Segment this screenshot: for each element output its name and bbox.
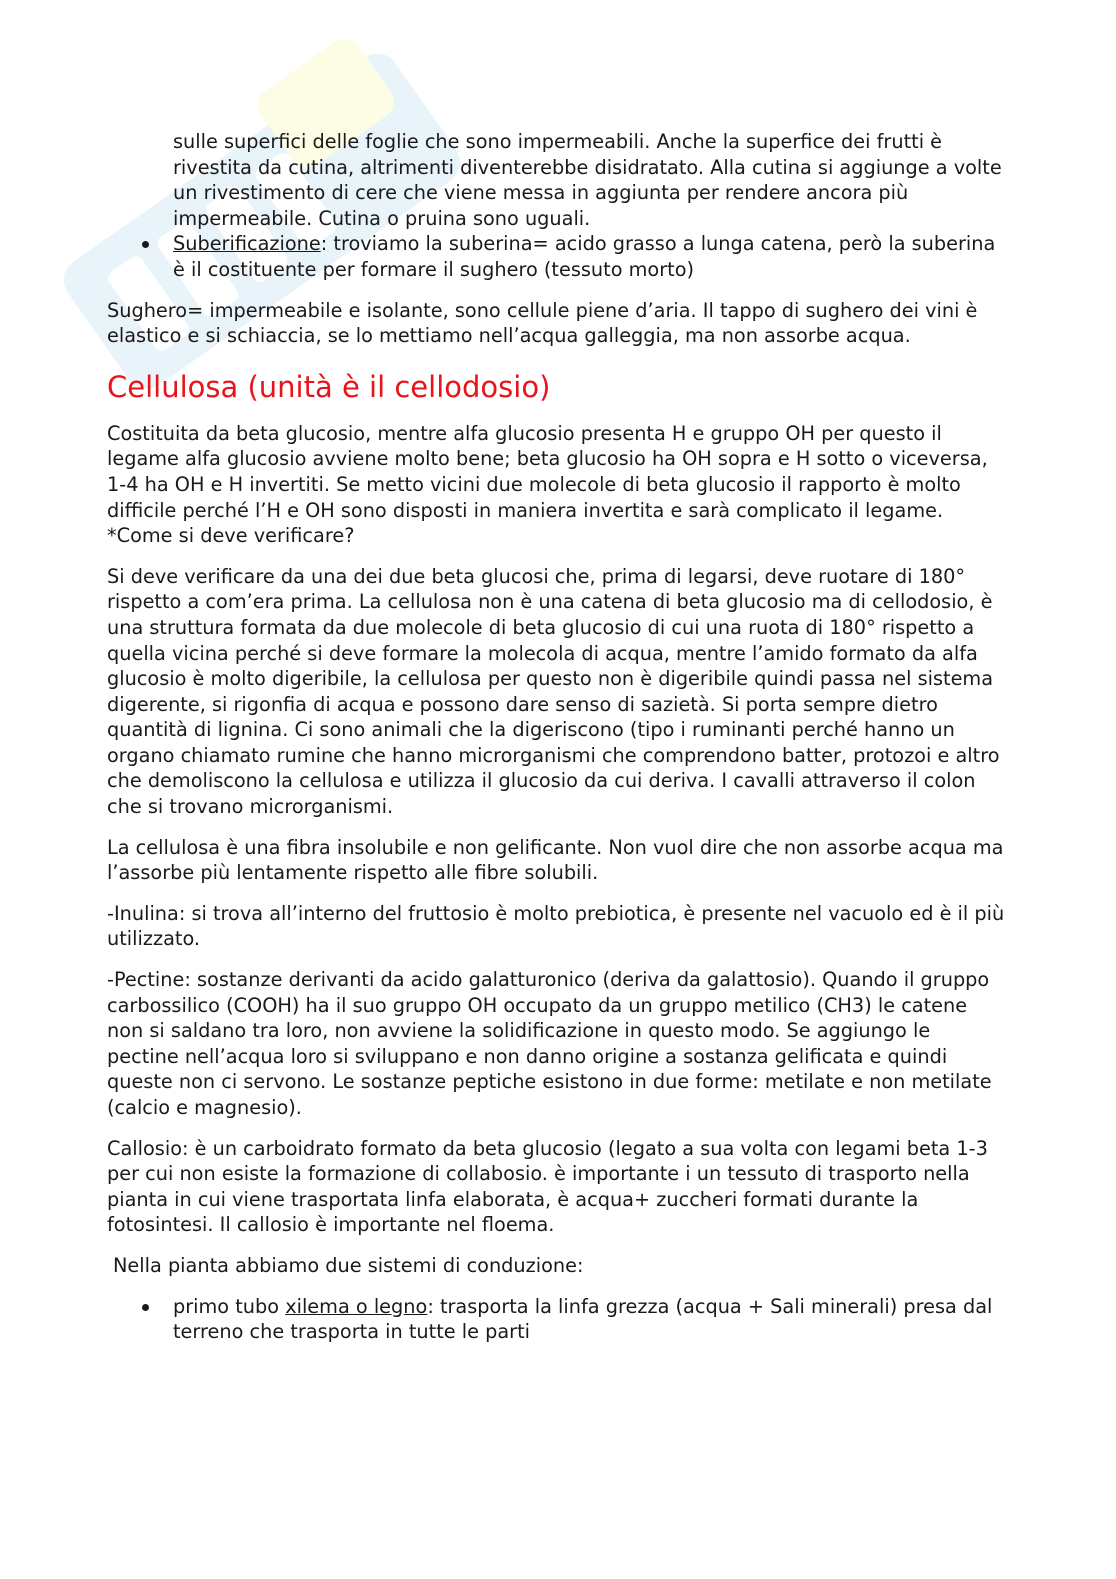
list-item <box>173 129 1007 231</box>
paragraph: Costituita da beta glucosio, mentre alfa glucosio presenta H e gruppo OH per questo il legame alfa glucosio avviene molto bene; beta glucosio ha OH sopra e H sotto o viceversa, 1-4 ha OH e H invertiti. Se metto vicini due molecole di beta glucosio il rapporto è molto difficile perché l’H e OH sono disposti in maniera invertita e sarà complicato il legame. *Come si deve verificare? <box>107 421 988 548</box>
paragraph: Si deve verificare da una dei due beta glucosi che, prima di legarsi, deve ruotare di 180° rispetto a com’era prima. La cellulosa non è una catena di beta glucosio ma di cellodosio, è una struttura formata da due molecole di beta glucosio di cui una ruota di 180° rispetto a quella vicina perché si deve formare la molecola di acqua, mentre l’amido formato da alfa glucosio è molto digeribile, la cellulosa per questo non è digeribile quindi passa nel sistema digerente, si rigonfia di acqua e possono dare senso di sazietà. Si porta sempre dietro quantità di lignina. Ci sono animali che la digeriscono (tipo i ruminanti perché hanno un organo chiamato rumine che hanno microrganismi che comprendono batter, protozoi e altro che demoliscono la cellulosa e utilizza il glucosio da cui deriva. I cavalli attraverso il colon che si trovano microrganismi. <box>107 564 1000 819</box>
document-page <box>107 129 1007 1360</box>
list-item-term: Suberificazione <box>173 232 321 256</box>
paragraph: Nella pianta abbiamo due sistemi di conduzione: <box>113 1253 584 1277</box>
paragraph: -Pectine: sostanze derivanti da acido galatturonico (deriva da galattosio). Quando il gruppo carbossilico (COOH) ha il suo gruppo OH occupato da un gruppo metilico (CH3) le catene non si saldano tra loro, non avviene la solidificazione in questo modo. Se aggiungo le pectine nell’acqua loro si sviluppano e non danno origine a sostanza gelificata e quindi queste non ci servono. Le sostanze peptiche esistono in due forme: metilate e non metilate (calcio e magnesio). <box>107 968 992 1119</box>
paragraph-sughero: Sughero= impermeabile e isolante, sono cellule piene d’aria. Il tappo di sughero dei vini è elastico e si schiaccia, se lo mettiamo nell’acqua galleggia, ma non assorbe acqua. <box>107 298 978 348</box>
list-item-text: : troviamo la suberina= acido grasso a lunga catena, però la suberina è il costituente per formare il sughero (tessuto morto) <box>173 232 996 281</box>
section-heading: Cellulosa (unità è il cellodosio) <box>107 369 551 404</box>
list-item-prefix: primo tubo <box>173 1294 286 1318</box>
paragraph: La cellulosa è una fibra insolubile e non gelificante. Non vuol dire che non assorbe acqua ma l’assorbe più lentamente rispetto alle fibre solubili. <box>107 835 1004 885</box>
list-item <box>173 1294 1007 1345</box>
list-item-text: : trasporta la linfa grezza (acqua + Sali minerali) presa dal terreno che trasporta in tutte le parti <box>173 1294 993 1344</box>
list-item-text: sulle superfici delle foglie che sono impermeabili. Anche la superfice dei frutti è rivestita da cutina, altrimenti diventerebbe disidratato. Alla cutina si aggiunge a volte un rivestimento di cere che viene messa in aggiunta per rendere ancora più impermeabile. Cutina o pruina sono uguali. <box>173 130 1002 230</box>
list-item-term: xilema o legno <box>285 1294 428 1318</box>
paragraph: Callosio: è un carboidrato formato da beta glucosio (legato a sua volta con legami beta 1-3 per cui non esiste la formazione di collabosio. è importante i un tessuto di trasporto nella pianta in cui viene trasportata linfa elaborata, è acqua+ zuccheri formati durante la fotosintesi. Il callosio è importante nel floema. <box>107 1136 988 1237</box>
list-item <box>173 231 1007 282</box>
paragraph: -Inulina: si trova all’interno del fruttosio è molto prebiotica, è presente nel vacuolo ed è il più utilizzato. <box>107 901 1005 951</box>
bullet-list-top <box>107 129 1007 283</box>
bullet-list-bottom <box>107 1294 1007 1345</box>
